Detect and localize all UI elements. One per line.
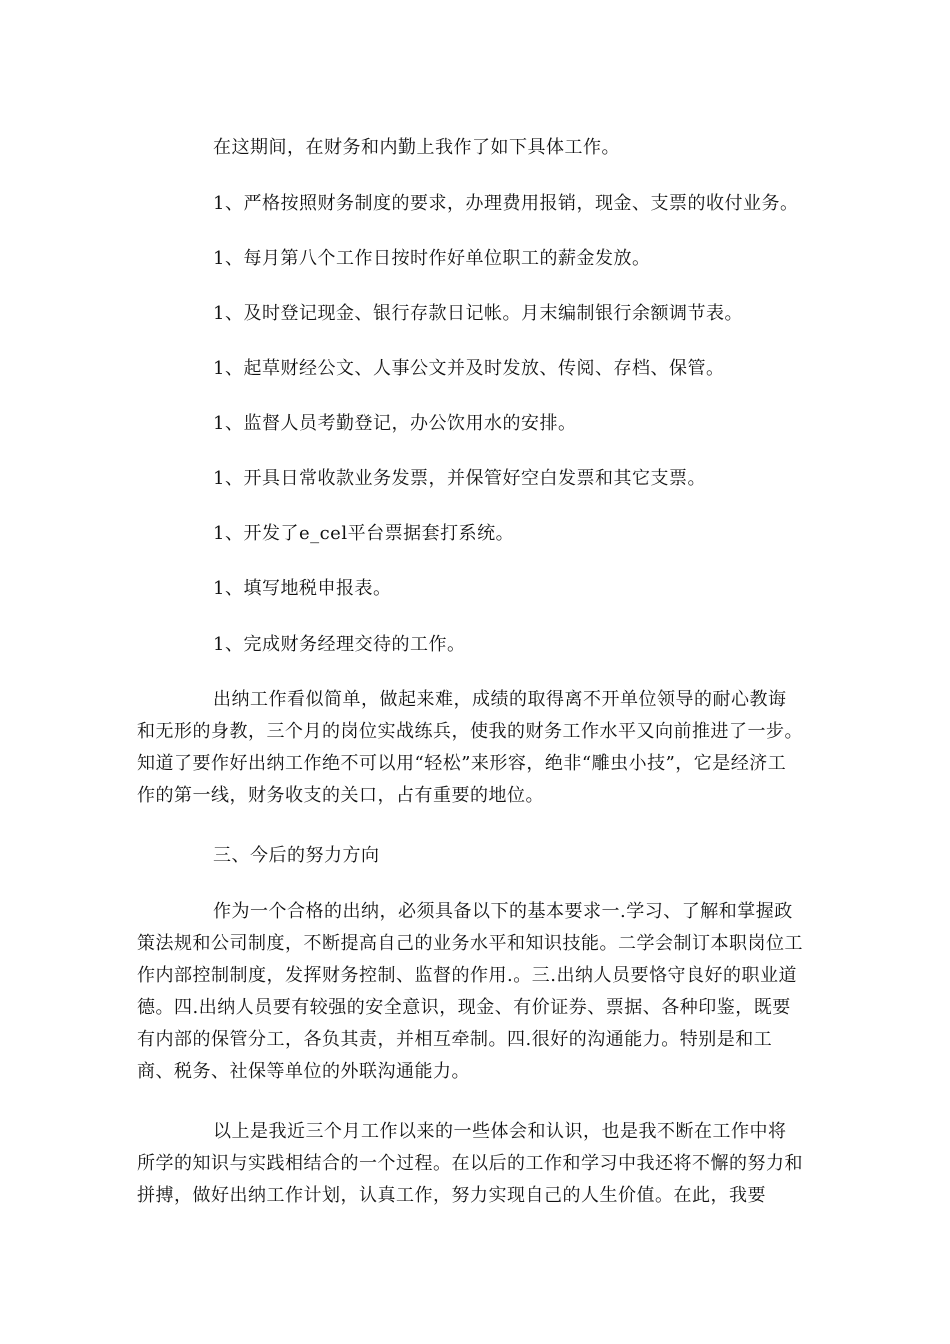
list-item: 1、监督人员考勤登记，办公饮用水的安排。 xyxy=(213,413,577,434)
list-item: 1、及时登记现金、银行存款日记帐。月末编制银行余额调节表。 xyxy=(213,303,743,324)
list-item: 1、严格按照财务制度的要求，办理费用报销，现金、支票的收付业务。 xyxy=(213,193,799,214)
list-item: 1、开发了e_cel平台票据套打系统。 xyxy=(213,523,515,544)
list-item: 1、开具日常收款业务发票，并保管好空白发票和其它支票。 xyxy=(213,468,706,489)
list-item: 1、填写地税申报表。 xyxy=(213,578,392,599)
intro-paragraph: 在这期间，在财务和内勤上我作了如下具体工作。 xyxy=(213,137,620,158)
body-paragraph: 作为一个合格的出纳，必须具备以下的基本要求一.学习、了解和掌握政策法规和公司制度，不断提高自己的业务水平和知识技能。二学会制订本职岗位工作内部控制制度，发挥财务控制、监督的作用.。三.出纳人员要恪守良好的职业道德。四.出纳人员要有较强的安全意识，现金、有价证券、票据、各种印鉴，既要有内部的保管分工，各负其责，并相互牵制。四.很好的沟通能力。特别是和工商、税务、社保等单位的外联沟通能力。 xyxy=(137,901,803,1082)
list-item: 1、完成财务经理交待的工作。 xyxy=(213,634,466,655)
list-item: 1、起草财经公文、人事公文并及时发放、传阅、存档、保管。 xyxy=(213,358,725,379)
list-item: 1、每月第八个工作日按时作好单位职工的薪金发放。 xyxy=(213,248,651,269)
body-paragraph: 出纳工作看似简单，做起来难，成绩的取得离不开单位领导的耐心教诲和无形的身教，三个月的岗位实战练兵，使我的财务工作水平又向前推进了一步。知道了要作好出纳工作绝不可以用“轻松”来形容，绝非“雕虫小技”，它是经济工作的第一线，财务收支的关口，占有重要的地位。 xyxy=(137,689,803,806)
body-paragraph: 以上是我近三个月工作以来的一些体会和认识，也是我不断在工作中将所学的知识与实践相结合的一个过程。在以后的工作和学习中我还将不懈的努力和拼搏，做好出纳工作计划，认真工作，努力实现自己的人生价值。在此，我要 xyxy=(137,1121,803,1206)
section-heading: 三、今后的努力方向 xyxy=(213,845,380,866)
